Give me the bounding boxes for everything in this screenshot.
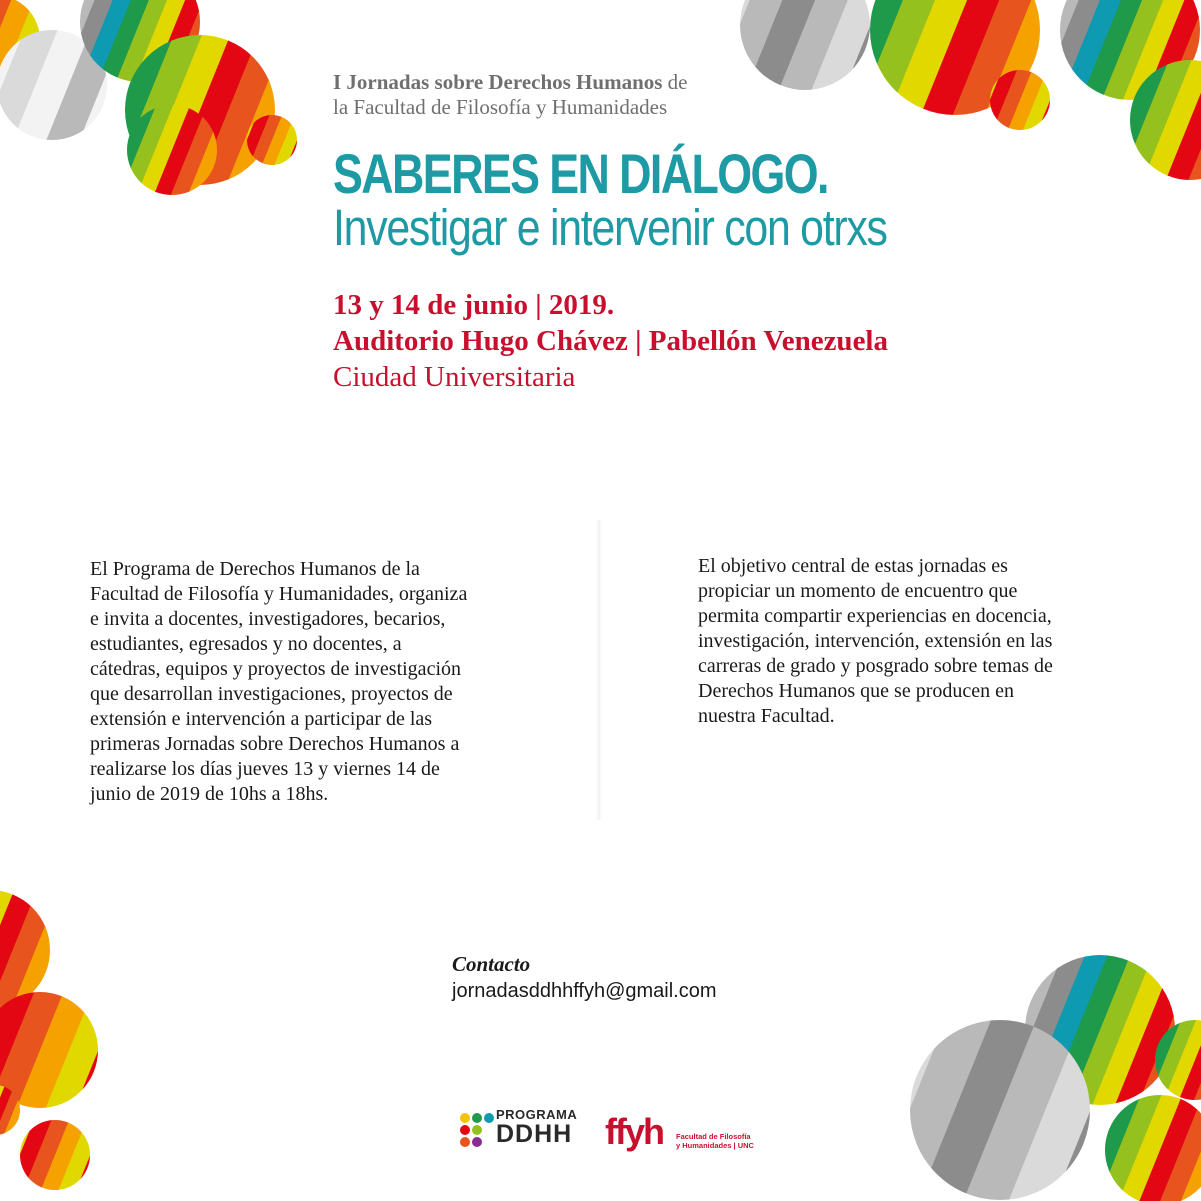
- ddhh-main-text: DDHH: [496, 1120, 573, 1148]
- body-line: estudiantes, egresados y no docentes, a: [90, 633, 402, 655]
- ddhh-dots-icon: [458, 1112, 494, 1156]
- body-line: permita compartir experiencias en docencia,: [698, 605, 1052, 627]
- body-line: cátedras, equipos y proyectos de investigación: [90, 658, 461, 680]
- column-divider: [596, 520, 602, 820]
- event-place: Ciudad Universitaria: [333, 361, 576, 393]
- subtitle-line-2: la Facultad de Filosofía y Humanidades: [333, 95, 668, 119]
- subtitle-line-1: [333, 70, 688, 95]
- contact-email[interactable]: jornadasddhhffyh@gmail.com: [452, 980, 717, 1002]
- contact-block: [452, 951, 717, 1005]
- body-line: e invita a docentes, investigadores, becarios,: [90, 608, 446, 630]
- ddhh-programa-text: PROGRAMA: [496, 1107, 578, 1122]
- title-line-2: Investigar e intervenir con otrxs: [333, 199, 887, 256]
- subtitle-bold: I Jornadas sobre Derechos Humanos: [333, 70, 663, 94]
- body-right-column: [698, 554, 1118, 729]
- ffyh-name-line-2: y Humanidades | UNC: [676, 1141, 754, 1150]
- title-line-1: SABERES EN DIÁLOGO.: [333, 142, 828, 205]
- page-title: [333, 142, 992, 256]
- body-line: que desarrollan investigaciones, proyectos de: [90, 683, 453, 705]
- contact-label: Contacto: [452, 952, 531, 976]
- ddhh-wordmark: [496, 1108, 577, 1146]
- body-line: Derechos Humanos que se producen en: [698, 680, 1015, 702]
- body-left-column: [90, 557, 540, 807]
- programa-ddhh-logo: [458, 1108, 588, 1168]
- body-line: nuestra Facultad.: [698, 705, 835, 727]
- event-dates: 13 y 14 de junio | 2019.: [333, 289, 615, 321]
- ffyh-logo: [605, 1108, 765, 1158]
- body-line: primeras Jornadas sobre Derechos Humanos a: [90, 733, 460, 755]
- ffyh-name: [676, 1132, 754, 1150]
- event-venue: Auditorio Hugo Chávez | Pabellón Venezuela: [333, 325, 888, 357]
- body-line: realizarse los días jueves 13 y viernes 14 de: [90, 758, 440, 780]
- body-line: extensión e intervención a participar de las: [90, 708, 433, 730]
- ffyh-mark: ffyh: [605, 1111, 663, 1152]
- body-line: propiciar un momento de encuentro que: [698, 580, 1018, 602]
- body-line: El objetivo central de estas jornadas es: [698, 555, 1008, 577]
- body-line: investigación, intervención, extensión en las: [698, 630, 1053, 652]
- body-line: carreras de grado y posgrado sobre temas de: [698, 655, 1053, 677]
- subtitle-rest: de: [667, 70, 688, 94]
- body-line: El Programa de Derechos Humanos de la: [90, 558, 420, 580]
- body-line: Facultad de Filosofía y Humanidades, organiza: [90, 583, 468, 605]
- body-line: junio de 2019 de 10hs a 18hs.: [90, 783, 329, 805]
- event-subtitle: [333, 70, 688, 120]
- event-info: [333, 287, 888, 395]
- ffyh-name-line-1: Facultad de Filosofía: [676, 1132, 751, 1141]
